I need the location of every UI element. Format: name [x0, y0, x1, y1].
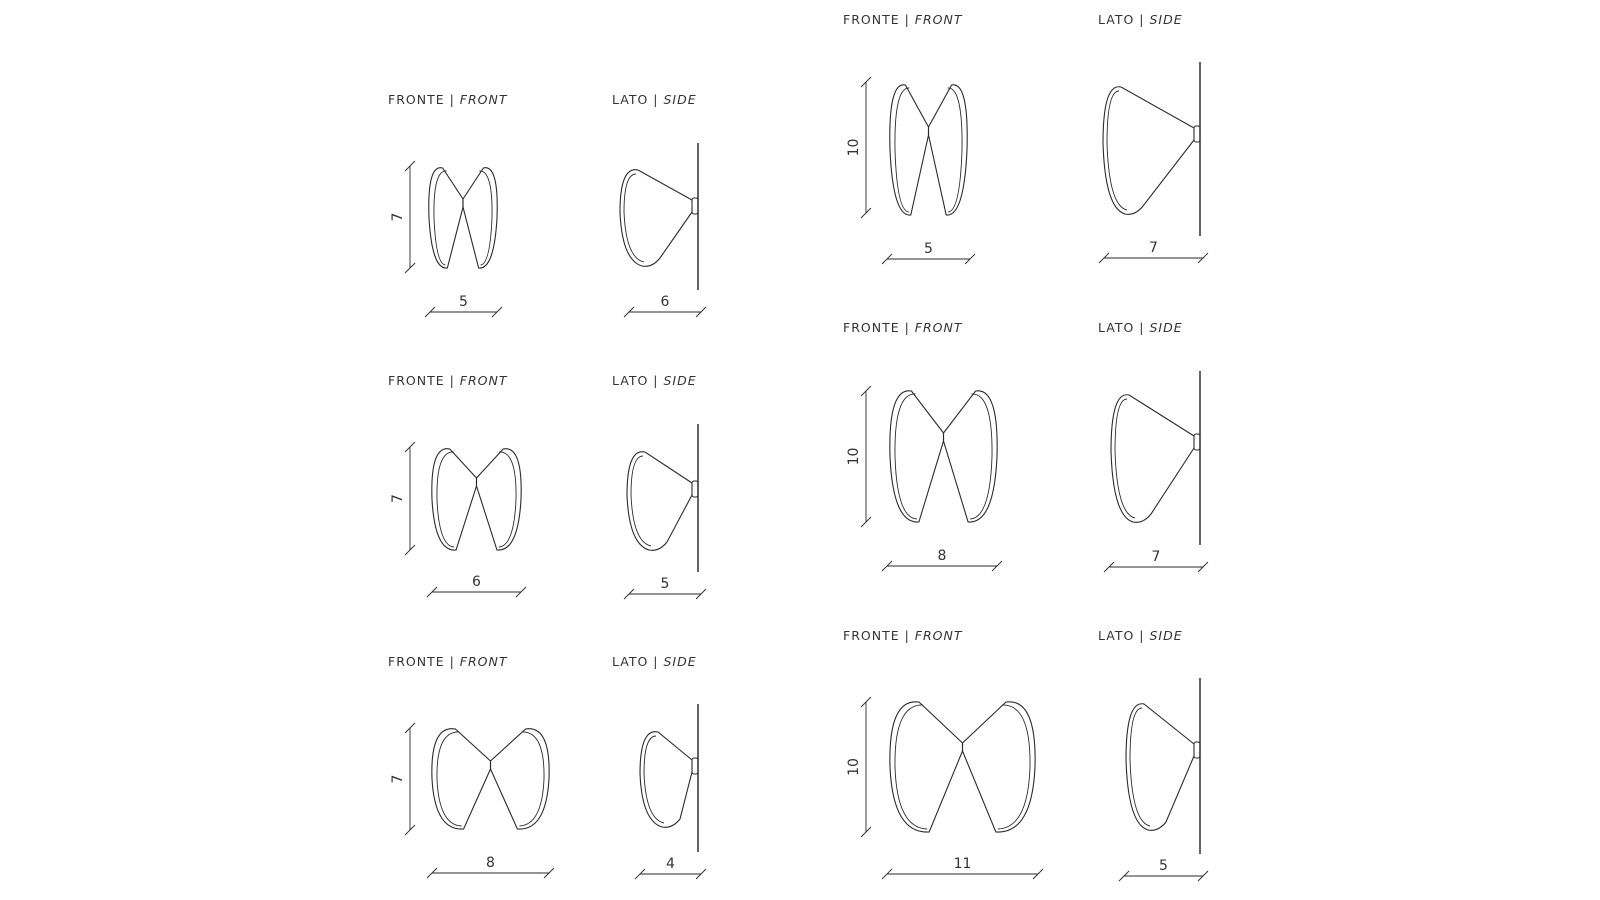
heading-separator: | [899, 12, 915, 27]
shade-profile [620, 170, 692, 267]
width-dimension [427, 855, 554, 878]
view-name-en: FRONT [914, 320, 963, 335]
width-value: 5 [924, 241, 933, 257]
view-name-it: LATO [612, 92, 649, 107]
depth-value: 7 [1151, 549, 1161, 565]
height-dimension [846, 77, 871, 218]
right-wing-edge [499, 452, 516, 547]
mount-hub [1194, 434, 1200, 450]
view-name-it: FRONTE [388, 92, 445, 107]
left-wing-edge [895, 394, 917, 519]
view-heading [843, 628, 963, 643]
height-dimension [846, 697, 871, 837]
front-view [388, 654, 554, 878]
side-view [612, 373, 706, 599]
shade-profile [1111, 395, 1194, 523]
heading-separator: | [648, 373, 664, 388]
view-name-en: FRONT [914, 12, 963, 27]
view-name-en: FRONT [459, 654, 508, 669]
height-value: 10 [846, 138, 862, 157]
depth-dimension [624, 294, 706, 317]
width-value: 8 [486, 855, 495, 871]
shade-profile-edge [644, 736, 664, 823]
variant-row [388, 373, 706, 599]
width-dimension [882, 241, 975, 264]
view-name-it: LATO [612, 654, 649, 669]
width-value: 11 [953, 856, 972, 872]
shade-profile [640, 732, 692, 828]
front-view [388, 92, 508, 317]
view-name-it: FRONTE [843, 12, 900, 27]
height-dimension [390, 723, 415, 835]
height-dimension [390, 442, 415, 555]
depth-dimension [1099, 240, 1208, 263]
right-wing-edge [970, 394, 992, 519]
side-view [612, 92, 706, 317]
variant-row [843, 12, 1208, 264]
mount-hub [692, 758, 698, 774]
shade-profile-edge [1130, 708, 1150, 826]
left-wing [432, 449, 477, 550]
left-wing-edge [895, 705, 927, 829]
front-view [843, 628, 1043, 879]
right-wing [929, 85, 968, 215]
right-wing-edge [948, 88, 962, 212]
height-value: 10 [846, 758, 862, 776]
view-name-it: FRONTE [843, 628, 900, 643]
left-wing [890, 391, 944, 522]
depth-value: 5 [1159, 858, 1168, 874]
width-value: 6 [472, 574, 481, 590]
depth-dimension [1119, 858, 1208, 881]
left-wing-edge [434, 171, 447, 265]
mount-hub [1194, 742, 1200, 758]
left-wing-edge [437, 732, 462, 826]
shade-profile [1103, 87, 1194, 215]
variant-row [843, 320, 1208, 572]
heading-separator: | [899, 320, 915, 335]
variant-row [388, 654, 706, 879]
view-name-en: SIDE [1149, 628, 1183, 643]
height-value: 7 [390, 212, 406, 222]
view-name-it: LATO [1098, 628, 1135, 643]
heading-separator: | [899, 628, 915, 643]
width-dimension [425, 294, 502, 317]
right-column [843, 12, 1208, 881]
view-name-en: SIDE [663, 654, 697, 669]
depth-dimension [624, 576, 706, 599]
view-name-en: SIDE [663, 373, 697, 388]
view-name-en: SIDE [1149, 320, 1183, 335]
heading-separator: | [444, 654, 460, 669]
view-name-it: LATO [1098, 320, 1135, 335]
shade-profile-edge [1115, 399, 1135, 518]
view-heading [612, 92, 697, 107]
depth-dimension [1104, 549, 1208, 572]
view-heading [388, 654, 508, 669]
view-name-it: FRONTE [843, 320, 900, 335]
heading-separator: | [1134, 628, 1150, 643]
depth-dimension [635, 856, 706, 879]
view-heading [1098, 320, 1183, 335]
view-heading [612, 654, 697, 669]
right-wing-edge [519, 732, 544, 826]
view-heading [843, 320, 963, 335]
view-heading [388, 373, 508, 388]
width-dimension [427, 574, 526, 597]
view-heading [388, 92, 508, 107]
width-dimension [882, 548, 1002, 571]
view-heading [843, 12, 963, 27]
view-name-en: FRONT [914, 628, 963, 643]
shade-profile [1126, 704, 1194, 831]
mount-hub [692, 198, 698, 214]
left-wing [432, 729, 491, 829]
view-name-en: FRONT [459, 373, 508, 388]
view-heading [1098, 628, 1183, 643]
width-dimension [882, 856, 1043, 879]
view-name-it: LATO [612, 373, 649, 388]
right-wing-edge [998, 705, 1030, 829]
mount-hub [1194, 126, 1200, 142]
view-name-en: SIDE [1149, 12, 1183, 27]
front-view [843, 12, 975, 264]
variant-row [388, 92, 706, 317]
view-name-it: FRONTE [388, 373, 445, 388]
view-name-en: FRONT [459, 92, 508, 107]
heading-separator: | [444, 373, 460, 388]
view-heading [1098, 12, 1183, 27]
depth-value: 7 [1149, 240, 1158, 256]
view-name-en: SIDE [663, 92, 697, 107]
shade-profile-edge [624, 174, 644, 262]
front-view [388, 373, 526, 597]
shade-profile-edge [631, 456, 651, 546]
heading-separator: | [444, 92, 460, 107]
side-view [612, 654, 706, 879]
heading-separator: | [1134, 12, 1150, 27]
view-heading [612, 373, 697, 388]
height-value: 7 [390, 774, 406, 784]
side-view [1098, 320, 1208, 572]
side-view [1098, 628, 1208, 881]
view-name-it: FRONTE [388, 654, 445, 669]
right-wing-edge [479, 171, 492, 265]
shade-profile [627, 452, 692, 551]
left-column [388, 92, 706, 879]
view-name-it: LATO [1098, 12, 1135, 27]
right-wing [491, 729, 550, 829]
left-wing [890, 85, 929, 215]
width-value: 5 [459, 294, 468, 310]
mount-hub [692, 481, 698, 497]
right-wing [944, 391, 998, 522]
height-value: 10 [846, 447, 862, 466]
height-dimension [390, 161, 415, 273]
variant-row [843, 628, 1208, 881]
depth-value: 6 [660, 294, 670, 310]
side-view [1098, 12, 1208, 263]
heading-separator: | [648, 654, 664, 669]
left-wing-edge [895, 88, 909, 212]
shade-profile-edge [1107, 91, 1127, 210]
width-value: 8 [937, 548, 947, 564]
front-view [843, 320, 1002, 571]
right-wing [477, 449, 522, 550]
heading-separator: | [648, 92, 664, 107]
height-dimension [846, 386, 871, 527]
depth-value: 4 [666, 856, 675, 872]
left-wing-edge [437, 452, 454, 547]
height-value: 7 [390, 494, 406, 503]
heading-separator: | [1134, 320, 1150, 335]
depth-value: 5 [660, 576, 670, 592]
